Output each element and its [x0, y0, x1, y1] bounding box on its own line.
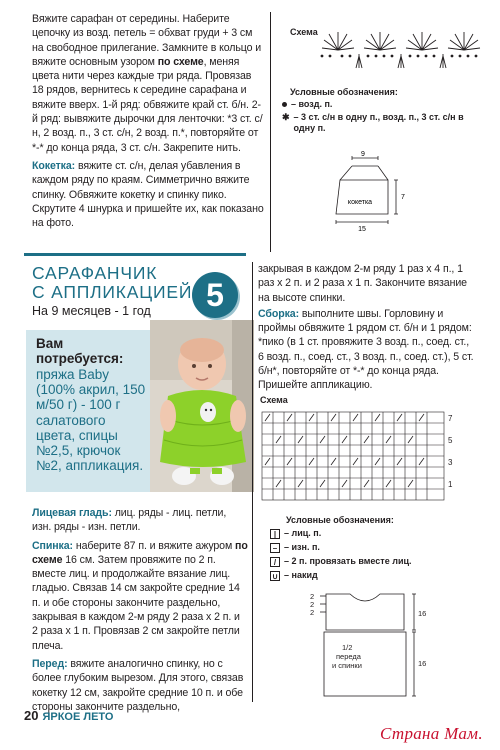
watermark-dot-icon: . [478, 724, 483, 743]
legend-item-yarnover: ∪ – накид [270, 570, 470, 581]
svg-text:3: 3 [448, 458, 453, 467]
svg-text:5: 5 [448, 436, 453, 445]
garment-pattern-diagram [310, 592, 428, 698]
stockinette-paragraph: Лицевая гладь: лиц. ряды - лиц. петли, изн. ряды - изн. петли. [32, 507, 227, 534]
svg-text:7: 7 [401, 194, 405, 201]
svg-text:кокетка: кокетка [347, 199, 373, 206]
knitting-chart [260, 408, 460, 504]
section-divider [24, 253, 246, 256]
svg-text:7: 7 [448, 414, 453, 423]
legend-item-fan: ✱ – 3 ст. с/н в одну п., возд. п., 3 ст. с/н в одну п. [282, 112, 464, 133]
legend-item-knit: | – лиц. п. [270, 528, 470, 539]
baby-photo [150, 320, 254, 492]
legend-list-bottom [270, 528, 470, 581]
svg-text:16: 16 [418, 609, 427, 618]
assembly-paragraph: Сборка: выполните швы. Горловину и проймы обвяжите 1 рядом ст. б/н и 1 рядом: *пико (в 1 ст. провяжите 3 возд. п., соед. ст., 6 возд. п., соед. ст., 3 возд. п., соед. ст.), 5 ст. б/н*, повторяйте от *-* до конца ряда. Пришейте аппликацию. [258, 307, 474, 392]
instructions-paragraph: Вяжите сарафан от середины. Наберите цепочку из возд. петель = обхват груди + 3 см на свободное прилегание. Замкните в кольцо и вяжите основным узором по схеме, меняя цвета нити через каждые три ряда. Провязав 18 рядов, вернитесь к середине сарафана и вяжите вверх. 1-й ряд: обвяжите край ст. б/н. 2-й ряд: вывяжите дырочки для ленточки: *3 ст. с/н, 2 возд. п., 3 ст. с/н, 2 возд. п.*, повторяйте от *-* до конца ряда, 3 ст. с/н. Закрепите нить. [32, 13, 263, 154]
crochet-chart [318, 22, 488, 70]
fan-motif [406, 32, 438, 50]
legend-item-chain: – возд. п. [282, 99, 492, 110]
yoke-paragraph: Кокетка: вяжите ст. с/н, делая убавления в каждом ряду по краям. Симметрично вяжите спинку. Обвяжите кокетку и спинку пико. Скрутите 4 шнурка и пришейте их, как показано на фото. [32, 159, 264, 230]
legend-list-top [282, 99, 492, 134]
legend-item-purl: – – изн. п. [270, 542, 470, 553]
section-name: ЯРКОЕ ЛЕТО [42, 711, 114, 723]
svg-text:16: 16 [418, 659, 427, 668]
schema-title-bottom: Схема [260, 395, 288, 405]
baby-photo-illustration [150, 320, 254, 492]
svg-text:1: 1 [448, 480, 453, 489]
intro-text [32, 12, 264, 230]
instructions-text [32, 506, 248, 714]
page-number: 20 [24, 708, 39, 723]
dot-icon [282, 102, 287, 107]
yoke-diagram [330, 152, 410, 234]
legend-title-top: Условные обозначения: [290, 87, 398, 97]
page-footer [24, 708, 113, 723]
svg-text:15: 15 [358, 226, 366, 233]
fan-row-bottom [356, 54, 446, 68]
svg-text:переда: переда [336, 652, 361, 661]
materials-box: Вам потребуется: пряжа Baby (100% акрил, 150 м/50 г) - 100 г салатового цвета, спицы №2,5, крючок №2, аппликация. [26, 330, 150, 492]
svg-text:2: 2 [310, 592, 315, 601]
fan-motif [364, 32, 396, 50]
front-paragraph: Перед: вяжите аналогично спинку, но с более глубоким вырезом. Для этого, связав кокетку 12 см, закройте средние 10 п. и обе стороны закончите раздельно, [32, 657, 244, 713]
legend-title-bottom: Условные обозначения: [286, 515, 394, 525]
svg-text:1/2: 1/2 [342, 643, 353, 652]
knit-stitch-icon: | [270, 529, 280, 539]
chart-symbols [265, 414, 424, 487]
svg-text:2: 2 [310, 608, 315, 617]
fan-motif [448, 32, 480, 50]
article-subtitle: На 9 месяцев - 1 год [32, 304, 151, 318]
schema-title-top: Схема [290, 27, 318, 37]
fan-motif [322, 32, 354, 50]
k2tog-icon: / [270, 557, 280, 567]
site-watermark: Страна Мам. [380, 724, 483, 743]
svg-text:9: 9 [361, 151, 365, 158]
yarnover-icon: ∪ [270, 571, 280, 581]
continuation-text: закрывая в каждом 2-м ряду 1 раз х 4 п., 1 раз х 2 п. и 2 раза х 1 п. Закончите вязание на высоте спинки. Сборка: выполните швы. Горловину и проймы обвяжите 1 рядом ст. б/н и 1 рядом: *пико (в 1 ст. провяжите 3 возд. п., соед. ст., 6 возд. п., соед. ст., 3 возд. п., соед. ст.), 5 ст. б/н*, повторяйте от *-* до конца ряда. Пришейте аппликацию. [258, 262, 476, 393]
article-title: САРАФАНЧИК С АППЛИКАЦИЕЙ [32, 263, 193, 302]
purl-stitch-icon: – [270, 543, 280, 553]
column-divider-bottom [252, 262, 253, 702]
back-paragraph: Спинка: наберите 87 п. и вяжите ажуром по схеме 16 см. Затем провяжите по 2 п. вместе лиц. и продолжайте вязание лиц. гладью. Связав 14 см закройте средние 14 п. и обе стороны закончите раздельно, закрывая в каждом 2-м ряду 2 раза х 2 п. и 2 раза х 1 п. Провязав 2 см закройте петли плеча. [32, 539, 248, 652]
project-number-badge: 5 [192, 272, 238, 318]
fan-icon: ✱ [282, 112, 290, 122]
chart-grid-rows [262, 423, 444, 489]
svg-text:2: 2 [310, 600, 315, 609]
legend-item-k2tog: / – 2 п. провязать вместе лиц. [270, 556, 470, 567]
column-divider-top [270, 12, 271, 252]
svg-text:и спинки: и спинки [332, 661, 362, 670]
